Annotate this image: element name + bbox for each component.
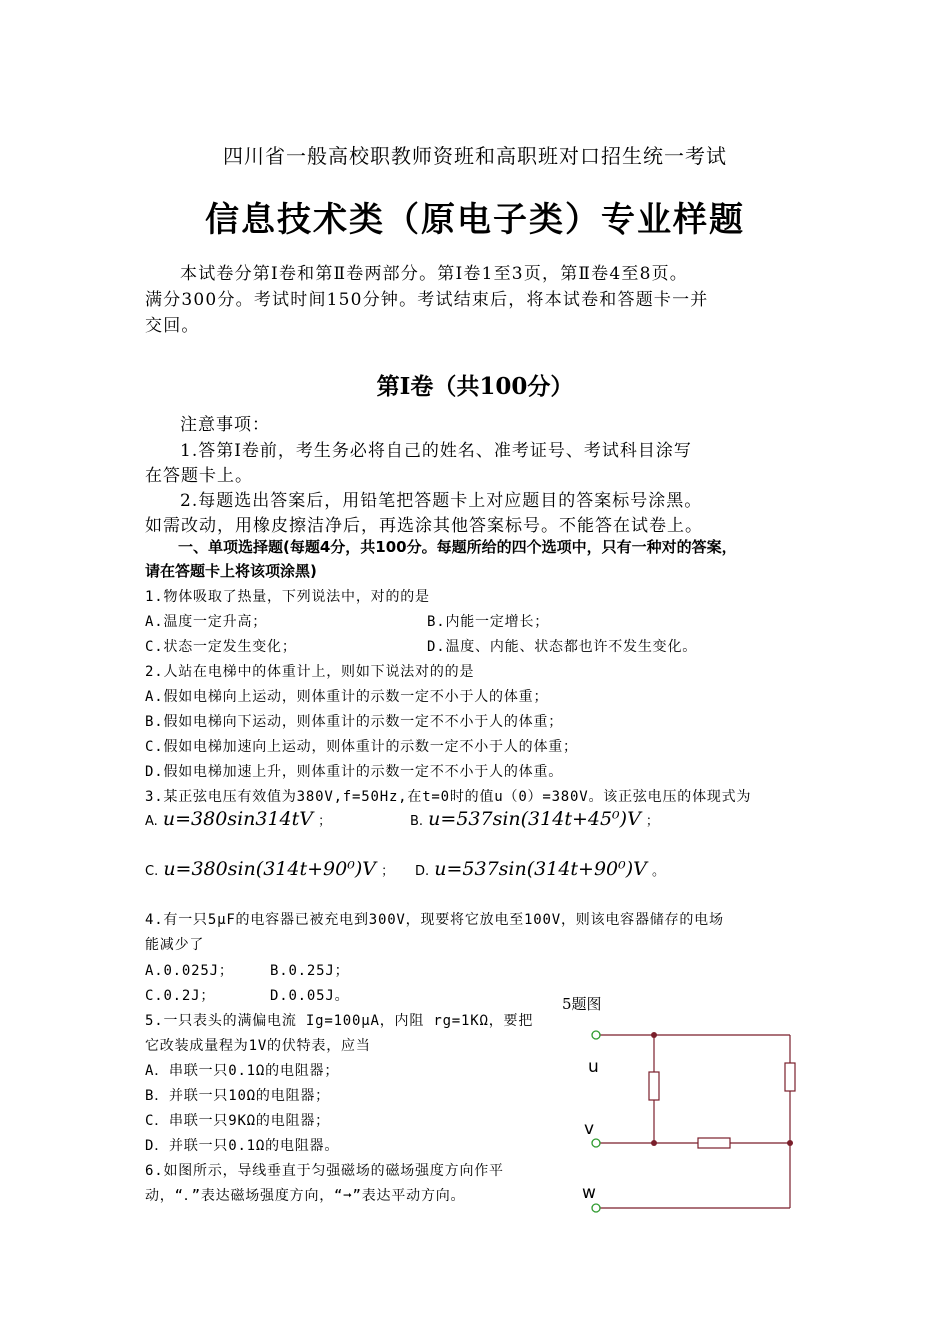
resistor-right (785, 1063, 795, 1091)
q4-stem-line-1: 4.有一只5μF的电容器已被充电到300V，现要将它放电至100V，则该电容器储存的电场 (145, 912, 724, 928)
q2-option-c: C.假如电梯加速向上运动，则体重计的示数一定不小于人的体重； (145, 739, 578, 755)
resistor-left (649, 1072, 659, 1100)
q2-option-a: A.假如电梯向上运动，则体重计的示数一定不小于人的体重； (145, 689, 549, 705)
q3-option-c (145, 858, 394, 880)
q4-option-c: C.0.2J； (145, 988, 216, 1004)
label-u: u (588, 1057, 599, 1077)
terminal-w (592, 1204, 600, 1212)
q1-option-c: C.状态一定发生变化； (145, 639, 297, 655)
intro-line-1: 本试卷分第Ⅰ卷和第Ⅱ卷两部分。第Ⅰ卷1至3页，第Ⅱ卷4至8页。 (180, 264, 689, 284)
q3-option-d-label: D. (415, 864, 430, 879)
intro-line-2: 满分300分。考试时间150分钟。考试结束后，将本试卷和答题卡一并 (145, 290, 709, 310)
q3-option-d-formula: u=537sin(314t+90⁰)V (434, 858, 647, 880)
q3-option-a (145, 808, 331, 830)
q3-option-b-label: B. (410, 814, 424, 829)
notes-heading: 注意事项： (180, 415, 270, 435)
q2-option-b: B.假如电梯向下运动，则体重计的示数一定不不小于人的体重； (145, 714, 564, 730)
q5-stem-line-2: 它改装成量程为1V的伏特表，应当 (145, 1038, 371, 1054)
q5-option-a: A．串联一只0.1Ω的电阻器； (145, 1063, 340, 1079)
exam-title: 信息技术类（原电子类）专业样题 (205, 200, 745, 240)
q5-option-b: B．并联一只10Ω的电阻器； (145, 1088, 330, 1104)
terminal-v (592, 1139, 600, 1147)
node-mid-left (651, 1140, 657, 1146)
q4-option-d: D.0.05J。 (270, 988, 350, 1004)
q3-stem: 3.某正弦电压有效值为380V,f=50Hz,在t=0时的值u（0）=380V。该正弦电压的体现式为 (145, 789, 752, 805)
q3-option-c-formula: u=380sin(314t+90⁰)V (163, 858, 376, 880)
q3-option-b (410, 808, 659, 830)
node-mid-right (787, 1140, 793, 1146)
q3-option-d-end: 。 (652, 864, 666, 879)
q4-stem-line-2: 能减少了 (145, 937, 205, 953)
q4-option-b: B.0.25J； (270, 963, 350, 979)
note-2-line-2: 如需改动，用橡皮擦洁净后，再选涂其他答案标号。不能答在试卷上。 (145, 516, 703, 536)
figure5-caption: 5题图 (562, 995, 602, 1013)
q3-option-a-label: A. (145, 814, 158, 829)
q3-option-b-end: ； (645, 814, 659, 829)
section-title: 第Ⅰ卷（共100分） (376, 373, 574, 400)
q1-option-a: A.温度一定升高； (145, 614, 268, 630)
q3-option-c-end: ； (381, 864, 395, 879)
figure5-circuit (570, 1020, 810, 1220)
q2-stem: 2.人站在电梯中的体重计上，则如下说法对的的是 (145, 664, 475, 680)
q3-option-d (415, 858, 665, 880)
q1-stem: 1.物体吸取了热量，下列说法中，对的的是 (145, 589, 430, 605)
note-1-line-1: 1.答第Ⅰ卷前，考生务必将自己的姓名、准考证号、考试科目涂写 (180, 441, 692, 461)
q2-option-d: D.假如电梯加速上升，则体重计的示数一定不不小于人的体重。 (145, 764, 564, 780)
q6-stem-line-2: 动，“．”表达磁场强度方向，“➞”表达平动方向。 (145, 1188, 466, 1204)
q4-option-a: A.0.025J； (145, 963, 234, 979)
label-v: v (584, 1119, 595, 1139)
q3-option-a-end: ； (318, 814, 332, 829)
label-w: w (582, 1183, 596, 1203)
q1-option-d: D.温度、内能、状态都也许不发生变化。 (427, 639, 698, 655)
resistor-middle (698, 1138, 730, 1148)
circuit-wires (600, 1035, 790, 1208)
q5-option-d: D．并联一只0.1Ω的电阻器。 (145, 1138, 340, 1154)
part1-line-2: 请在答题卡上将该项涂黑) (145, 562, 317, 580)
q3-option-b-formula: u=537sin(314t+45⁰)V (428, 808, 641, 830)
node-top (651, 1032, 657, 1038)
note-1-line-2: 在答题卡上。 (145, 466, 253, 486)
note-2-line-1: 2.每题选出答案后，用铅笔把答题卡上对应题目的答案标号涂黑。 (180, 491, 703, 511)
q1-option-b: B.内能一定增长； (427, 614, 550, 630)
terminal-u (592, 1031, 600, 1039)
intro-line-3: 交回。 (145, 316, 200, 336)
q5-stem-line-1: 5.一只表头的满偏电流 Ig=100μA，内阻 rg=1KΩ，要把 (145, 1013, 534, 1029)
part1-line-1: 一、单项选择题(每题4分，共100分。每题所给的四个选项中，只有一种对的答案， (178, 538, 737, 556)
exam-heading: 四川省一般高校职教师资班和高职班对口招生统一考试 (223, 144, 727, 168)
q6-stem-line-1: 6.如图所示，导线垂直于匀强磁场的磁场强度方向作平 (145, 1163, 504, 1179)
q3-option-c-label: C. (145, 864, 159, 879)
q3-option-a-formula: u=380sin314tV (162, 808, 313, 830)
q5-option-c: C．串联一只9KΩ的电阻器； (145, 1113, 330, 1129)
